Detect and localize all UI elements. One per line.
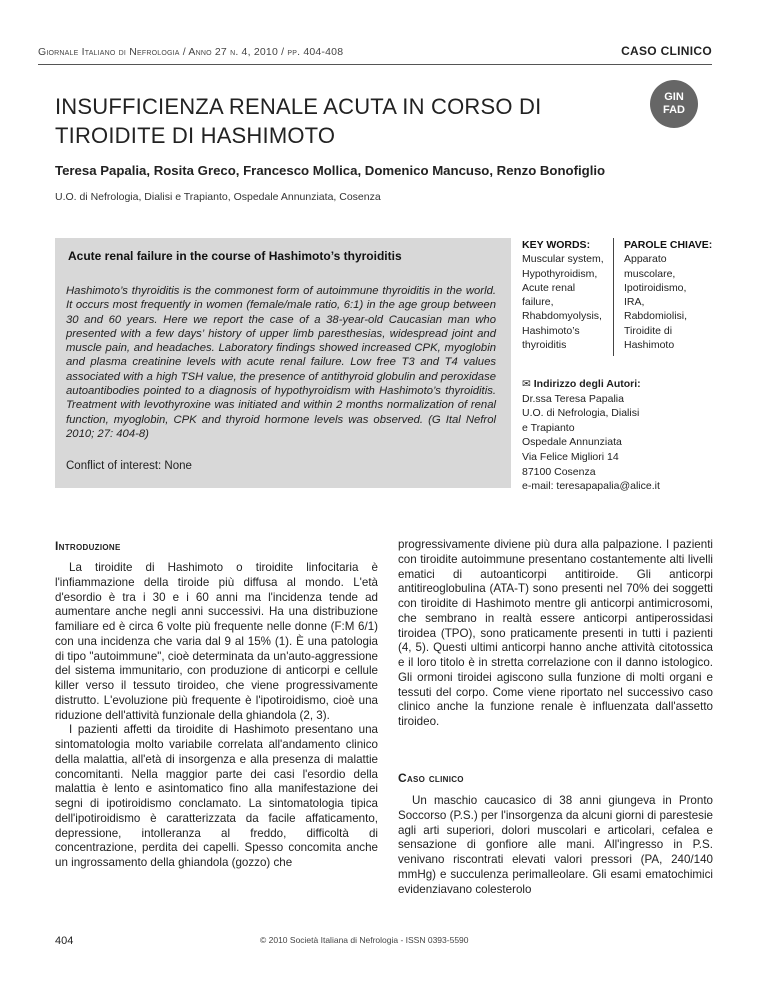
authors: Teresa Papalia, Rosita Greco, Francesco Mollica, Domenico Mancuso, Renzo Bonofiglio — [55, 163, 606, 178]
keyword: Tiroidite di — [624, 324, 673, 337]
page-number: 404 — [55, 935, 74, 947]
right-paragraph-1: progressivamente diviene più dura alla palpazione. I pazienti con tiroidite autoimmune presentano costantemente alti livelli ematici di autoanticorpi antitiroide. Gli anticorpi antitireoglobulina (ATA-T) sono presenti nel 70% dei soggetti con tiroidite di Hashimoto mentre gli anticorpi antimicrosomi, che sembrano in realtà essere anticorpi antiperossidasi tiroidea (TPO), sono praticamente presenti in tutti i pazienti (4, 5). Questi ultimi anticorpi hanno anche attività citotossica e il loro titolo è in stretta correlazione con il danno istologico. Gli ormoni tiroidei agiscono sulla funzione di molti organi e tessuti del corpo. Come viene riportato nel successivo caso clinico anche la funzione renale è influenzata dall'assetto tiroideo. — [398, 538, 713, 728]
case-heading: Caso clinico — [398, 771, 464, 785]
address-heading-label: Indirizzo degli Autori: — [533, 378, 641, 390]
case-body — [398, 794, 713, 897]
address-line: Via Felice Migliori 14 — [522, 450, 619, 463]
keyword: muscolare, — [624, 267, 676, 280]
keyword: Apparato — [624, 253, 667, 266]
keyword: thyroiditis — [522, 339, 567, 352]
author-address — [522, 377, 742, 494]
keyword: Hypothyroidism, — [522, 267, 598, 280]
intro-body — [55, 561, 378, 871]
keyword: Hashimoto — [624, 339, 675, 352]
keywords-en-heading: KEY WORDS: — [522, 239, 591, 251]
intro-heading: Introduzione — [55, 539, 121, 553]
journal-header: Giornale Italiano di Nefrologia / Anno 27 n. 4, 2010 / pp. 404-408 — [38, 46, 344, 58]
envelope-icon: ✉ — [522, 378, 531, 390]
conflict-of-interest: Conflict of interest: None — [66, 460, 192, 472]
gin-fad-badge — [650, 80, 698, 128]
address-line: e Trapianto — [522, 421, 575, 434]
keyword: Rabdomiolisi, — [624, 310, 688, 323]
keywords-it — [624, 238, 712, 352]
keyword: Acute renal — [522, 281, 576, 294]
address-email: e-mail: teresapapalia@alice.it — [522, 480, 660, 493]
abstract-title: Acute renal failure in the course of Hashimoto’s thyroiditis — [68, 249, 402, 263]
address-heading — [522, 377, 742, 392]
keyword: Hashimoto’s — [522, 324, 580, 337]
badge-line-2: FAD — [663, 104, 685, 116]
keyword: Ipotiroidismo, — [624, 281, 687, 294]
affiliation: U.O. di Nefrologia, Dialisi e Trapianto, Ospedale Annunziata, Cosenza — [55, 191, 381, 203]
address-line: Ospedale Annunziata — [522, 436, 622, 449]
keyword: Muscular system, — [522, 253, 604, 266]
abstract-text: Hashimoto’s thyroiditis is the commonest form of autoimmune thyroiditis in the world. It occurs most frequently in women (female/male ratio, 6:1) in the age group between 30 and 60 years. Here we report the case of a 38-year-old Caucasian man who presented with a few days’ history of upper limb paresthesias, widespread joint and muscle pain, and headaches. Laboratory findings showed increased CPK, myoglobin and plasma creatinine levels with acute renal failure. Low free T3 and T4 values associated with a high TSH value, the presence of antithyroid globulin and peroxidase autoantibodies pointed to a diagnosis of hypothyroidism with Hashimoto’s thyroiditis. Treatment with levothyroxine was initiated and within 2 months normalization of renal function, myoglobin, CPK and thyroid hormone levels was observed. (G Ital Nefrol 2010; 27: 404-8) — [66, 285, 496, 440]
address-line: 87100 Cosenza — [522, 465, 596, 478]
copyright-footer: © 2010 Società Italiana di Nefrologia - ISSN 0393-5590 — [260, 935, 469, 945]
keyword: Rhabdomyolysis, — [522, 310, 602, 323]
keyword: IRA, — [624, 296, 645, 309]
keywords-it-heading: PAROLE CHIAVE: — [624, 239, 713, 251]
section-label: CASO CLINICO — [621, 44, 712, 58]
intro-paragraph-2: I pazienti affetti da tiroidite di Hashimoto presentano una sintomatologia molto variabile correlata all'andamento clinico della malattia, all'età di insorgenza e alla presenza di malattie concomitanti. Nella maggior parte dei casi l'esordio della malattia è lento e asintomatico fino alla manifestazione dei segni di ipotiroidismo conclamato. La sintomatologia tipica dell'ipotiroidismo è caratterizzata da facile affaticamento, depressione, intolleranza al freddo, difficoltà di concentrazione, perdita dei capelli. Spesso concomita anche un ingrossamento della ghiandola (gozzo) che — [55, 723, 378, 869]
keywords-en — [522, 238, 604, 352]
case-paragraph-1: Un maschio caucasico di 38 anni giungeva in Pronto Soccorso (P.S.) per l'insorgenza da alcuni giorni di parestesie agli arti superiori, dolori muscolari e articolari, cefalea e sensazione di gonfiore alle mani. All'ingresso in P.S. venivano riscontrati elevati valori pressori (PA, 240/140 mmHg) e succulenza perimalleolare. Gli esami ematochimici evidenziavano colesterolo — [398, 794, 713, 896]
header-divider — [38, 64, 712, 65]
address-line: U.O. di Nefrologia, Dialisi — [522, 407, 640, 420]
keyword: failure, — [522, 296, 554, 309]
badge-line-1: GIN — [664, 91, 684, 103]
intro-paragraph-1: La tiroidite di Hashimoto o tiroidite linfocitaria è l'infiammazione della tiroide più diffusa al mondo. L'età d'esordio è tra i 30 e i 60 anni ma l'incidenza tende ad aumentare anche negli anni successivi. Ha una distribuzione familiare ed è circa 6 volte più frequente nelle donne (F:M 6/1) con una incidenza che varia dal 9 al 15% (1). È una patologia di tipo "autoimmune", cioè determinata da un'auto-aggressione del sistema immunitario, con produzione di anticorpi e cellule killer verso il tessuto tiroideo, che viene progressivamente distrutto. L'evoluzione più frequente è l'ipotiroidismo, cioè una riduzione dell'attività funzionale della ghiandola (2, 3). — [55, 561, 378, 722]
right-column-body — [398, 538, 713, 730]
address-line: Dr.ssa Teresa Papalia — [522, 392, 624, 405]
keywords-divider — [613, 238, 614, 356]
article-title: INSUFFICIENZA RENALE ACUTA IN CORSO DI TIROIDITE DI HASHIMOTO — [55, 94, 542, 148]
